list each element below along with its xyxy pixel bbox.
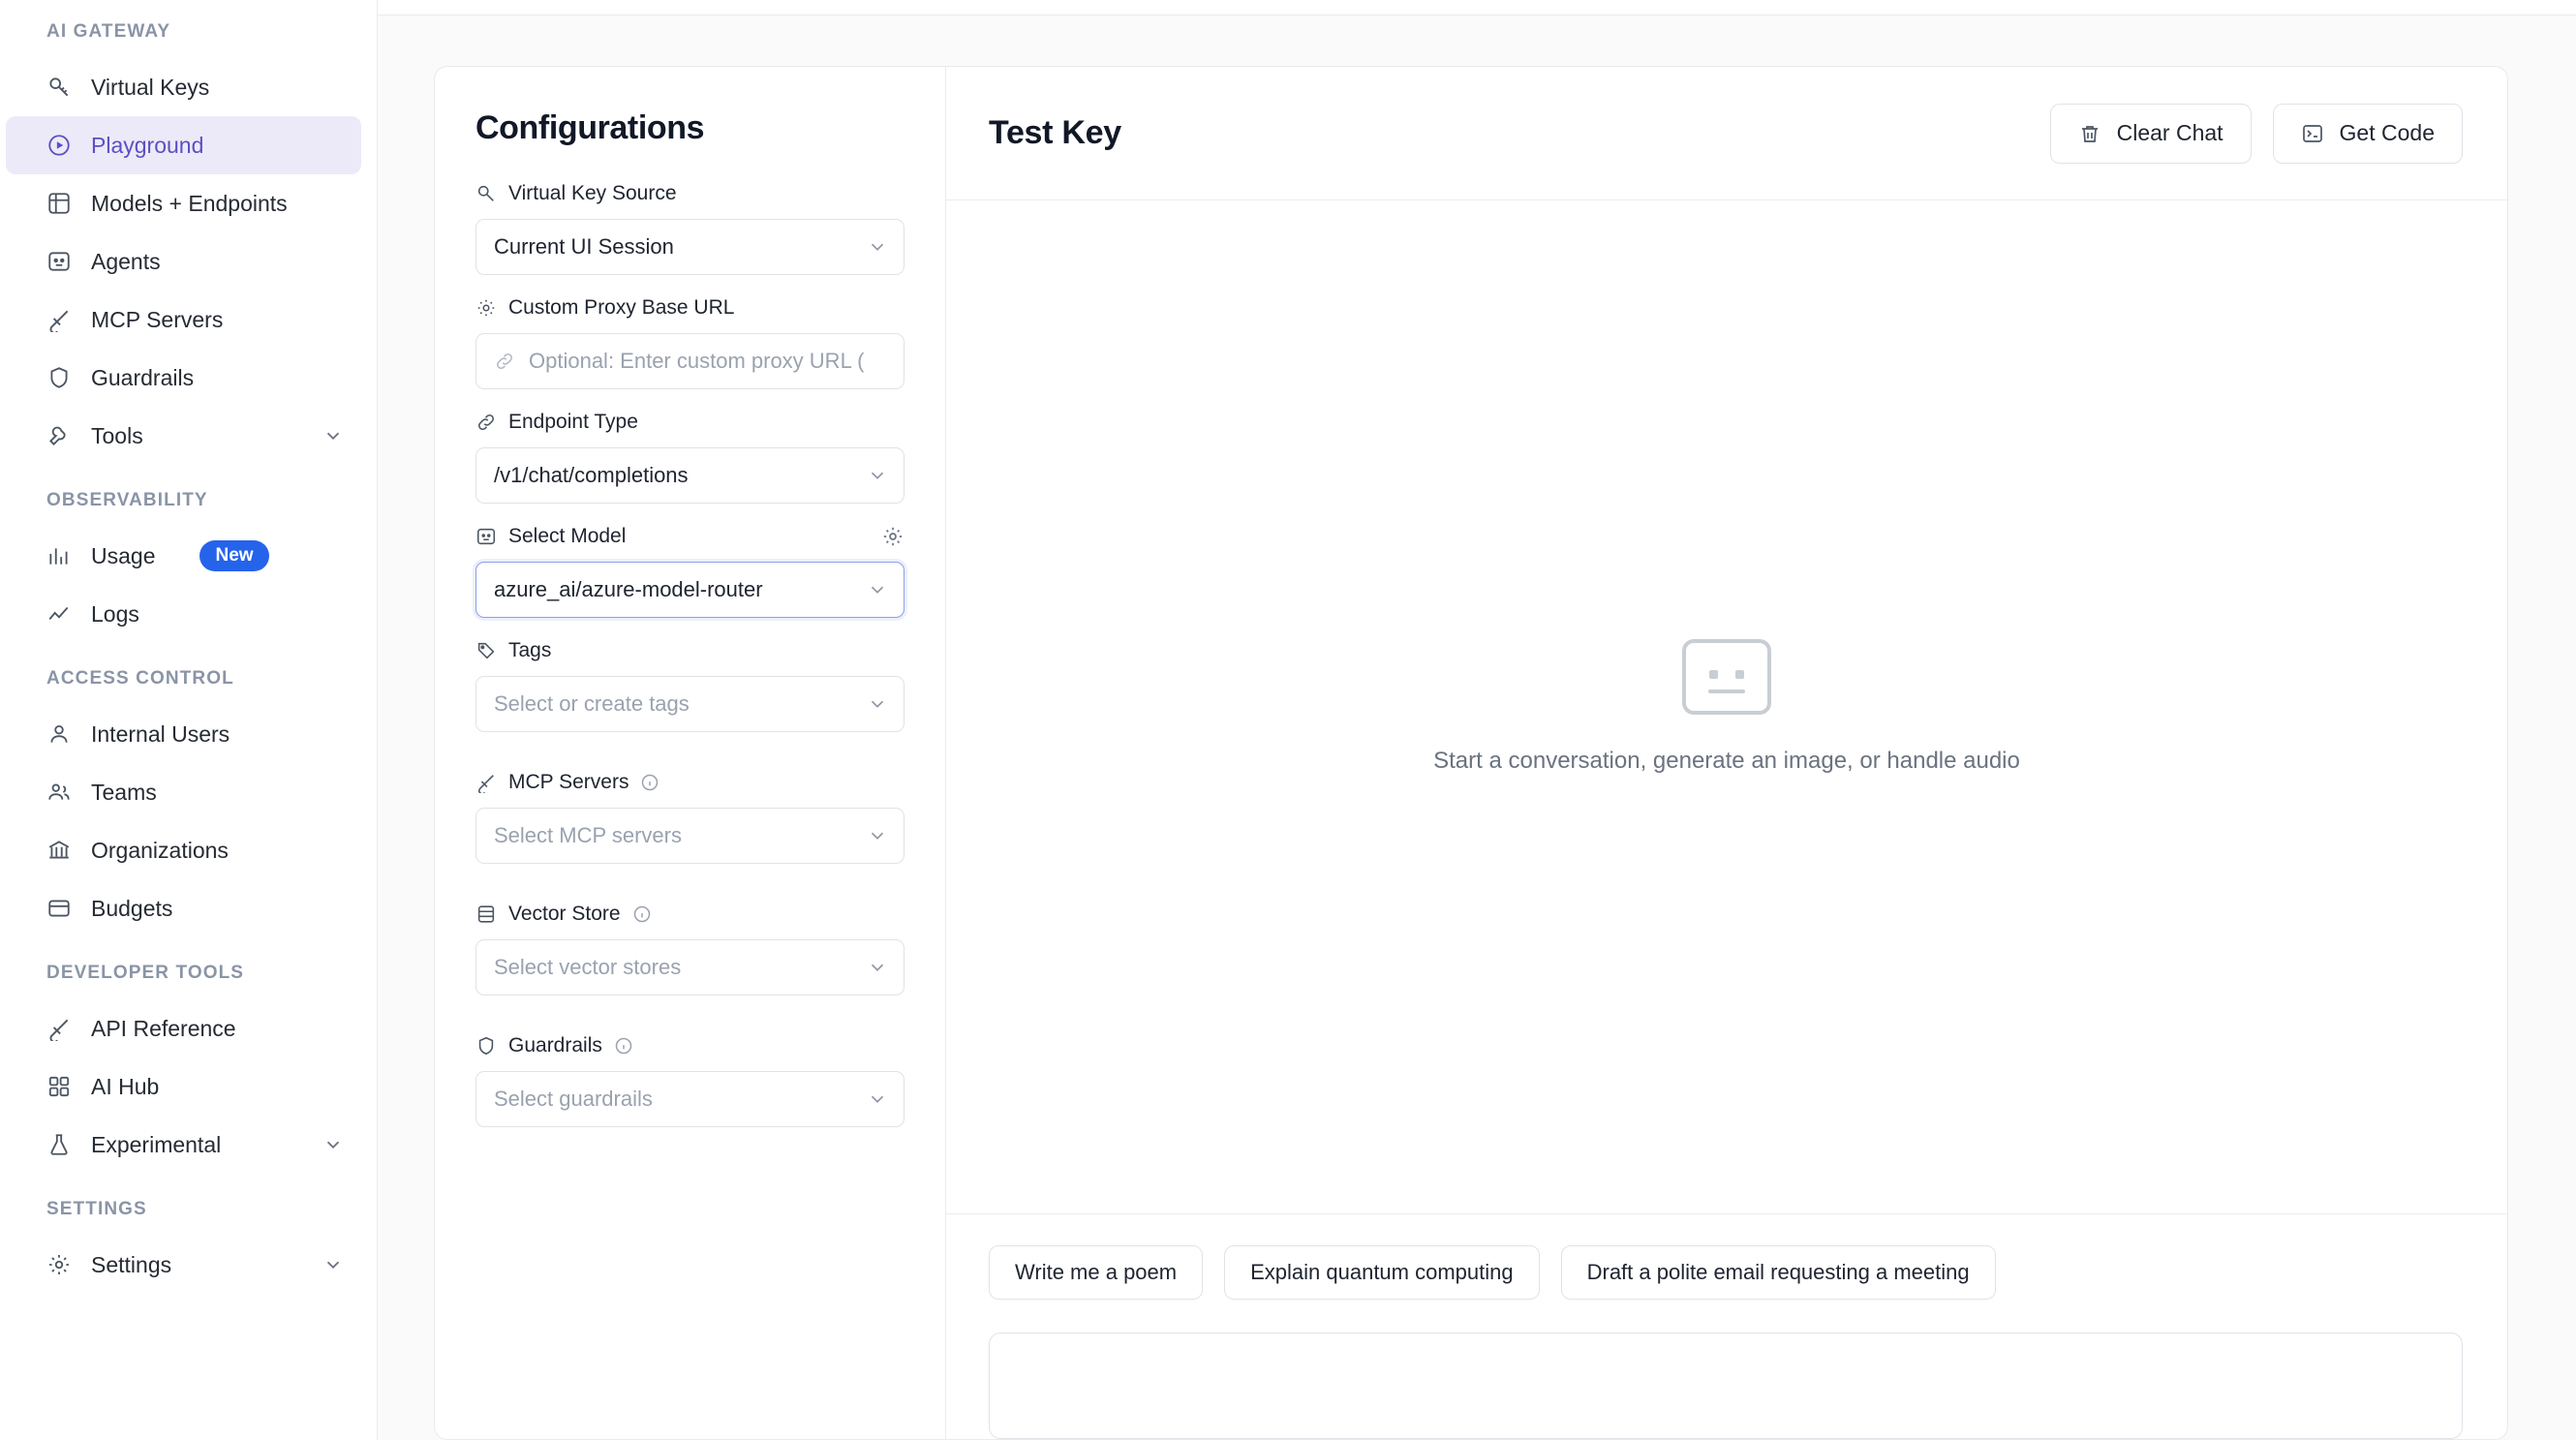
message-input[interactable] — [989, 1333, 2463, 1439]
sidebar-item-label: MCP Servers — [91, 306, 224, 332]
sidebar-item-settings[interactable] — [6, 1236, 361, 1294]
sidebar-item-label: Tools — [91, 422, 143, 448]
chat-header — [946, 67, 2507, 200]
suggestion-chip[interactable]: Write me a poem — [989, 1245, 1203, 1300]
sidebar-item-organizations[interactable] — [6, 821, 361, 879]
field-label-text: Endpoint Type — [508, 411, 638, 433]
clear-chat-button[interactable] — [2050, 104, 2252, 164]
trash-icon — [2078, 122, 2101, 145]
play-circle-icon — [46, 133, 72, 158]
gear-icon[interactable] — [881, 525, 905, 548]
field-label-text: Virtual Key Source — [508, 182, 677, 204]
field-label-text: Select Model — [508, 525, 627, 547]
sidebar-item-label: Virtual Keys — [91, 74, 210, 100]
sidebar — [0, 0, 378, 1440]
endpoint-type-select[interactable] — [475, 447, 905, 504]
field-label — [475, 771, 905, 794]
users-icon — [46, 780, 72, 805]
mcp-servers-select[interactable] — [475, 808, 905, 864]
get-code-button[interactable] — [2273, 104, 2463, 164]
field-mcp-servers — [475, 771, 905, 864]
selected-value: /v1/chat/completions — [494, 463, 689, 487]
sidebar-item-label: Guardrails — [91, 364, 195, 390]
field-label — [475, 296, 905, 320]
field-label-text: Tags — [508, 639, 552, 661]
key-icon — [475, 183, 497, 204]
sidebar-item-usage[interactable] — [6, 527, 361, 585]
database-icon — [475, 904, 497, 925]
sidebar-item-label: Organizations — [91, 837, 229, 863]
field-label — [475, 903, 905, 926]
field-guardrails — [475, 1034, 905, 1127]
sidebar-item-label: Playground — [91, 132, 204, 158]
gear-icon — [46, 1252, 72, 1277]
tag-icon — [475, 640, 497, 661]
sidebar-item-label: Settings — [91, 1251, 172, 1277]
field-label — [475, 182, 905, 205]
info-icon[interactable] — [614, 1036, 633, 1056]
content — [378, 15, 2576, 1440]
plug-icon — [475, 772, 497, 793]
page-title: Configurations — [475, 109, 705, 146]
spacer — [475, 1017, 905, 1034]
sidebar-item-label: Usage — [91, 542, 156, 568]
field-virtual-key-source — [475, 182, 905, 275]
info-icon[interactable] — [632, 904, 652, 924]
sidebar-item-virtual-keys[interactable] — [6, 58, 361, 116]
empty-state-text: Start a conversation, generate an image, or handle audio — [1433, 748, 2020, 774]
vector-store-select[interactable] — [475, 939, 905, 996]
sidebar-item-teams[interactable] — [6, 763, 361, 821]
user-icon — [46, 721, 72, 747]
spacer — [475, 885, 905, 903]
key-icon — [46, 75, 72, 100]
credit-card-icon — [46, 896, 72, 921]
selected-value: Current UI Session — [494, 234, 674, 259]
chat-panel — [945, 66, 2508, 1440]
suggestion-chip[interactable]: Draft a polite email requesting a meeting — [1561, 1245, 1996, 1300]
chevron-down-icon[interactable] — [322, 425, 344, 446]
sidebar-item-tools[interactable] — [6, 407, 361, 465]
chevron-down-icon[interactable] — [322, 1134, 344, 1155]
chevron-down-icon — [867, 465, 888, 486]
robot-eyes — [1709, 670, 1744, 679]
terminal-icon — [2301, 122, 2324, 145]
status-badge: New — [199, 540, 268, 571]
chat-empty-state — [946, 200, 2507, 1213]
spacer — [475, 753, 905, 771]
guardrails-select[interactable] — [475, 1071, 905, 1127]
chat-header-actions — [2050, 104, 2463, 164]
shield-icon — [475, 1035, 497, 1057]
shield-icon — [46, 365, 72, 390]
layers-icon — [46, 191, 72, 216]
chevron-down-icon — [867, 236, 888, 258]
selected-value: azure_ai/azure-model-router — [494, 577, 763, 601]
robot-mouth — [1708, 689, 1745, 693]
sidebar-section-label-observability: OBSERVABILITY — [46, 490, 208, 510]
link-icon — [475, 412, 497, 433]
model-icon — [475, 526, 497, 547]
chevron-down-icon — [867, 957, 888, 978]
sidebar-item-label: API Reference — [91, 1015, 236, 1041]
sidebar-item-api-reference[interactable] — [6, 999, 361, 1057]
info-icon[interactable] — [640, 773, 659, 792]
field-label — [475, 411, 905, 434]
line-chart-icon — [46, 601, 72, 627]
field-tags — [475, 639, 905, 732]
field-label-text: Custom Proxy Base URL — [508, 296, 735, 319]
sidebar-item-agents[interactable] — [6, 232, 361, 291]
sidebar-item-label: Agents — [91, 248, 161, 274]
plug-icon — [46, 307, 72, 332]
custom-proxy-base-url-input[interactable] — [475, 333, 905, 389]
sidebar-item-logs[interactable] — [6, 585, 361, 643]
flask-icon — [46, 1132, 72, 1157]
field-custom-proxy-base-url — [475, 296, 905, 389]
robot-eye-left — [1709, 670, 1718, 679]
sidebar-item-label: Experimental — [91, 1131, 222, 1157]
tool-icon — [46, 423, 72, 448]
placeholder-text: Select guardrails — [494, 1087, 653, 1111]
sidebar-item-guardrails[interactable] — [6, 349, 361, 407]
sidebar-item-experimental[interactable] — [6, 1116, 361, 1174]
sidebar-item-label: Internal Users — [91, 720, 230, 747]
chat-title: Test Key — [989, 114, 1121, 151]
sidebar-item-label: Logs — [91, 600, 139, 627]
sidebar-item-label: Budgets — [91, 895, 173, 921]
gear-icon — [475, 297, 497, 319]
chevron-down-icon — [867, 693, 888, 715]
get-code-label: Get Code — [2339, 120, 2435, 145]
sidebar-item-models-endpoints[interactable] — [6, 174, 361, 232]
sidebar-item-label: Teams — [91, 779, 157, 805]
plug-icon — [46, 1016, 72, 1041]
field-label-text: Vector Store — [508, 903, 621, 925]
link-icon — [494, 351, 515, 372]
robot-eye-right — [1735, 670, 1744, 679]
bank-icon — [46, 838, 72, 863]
sidebar-section-label-ai-gateway: AI GATEWAY — [46, 21, 171, 42]
chevron-down-icon[interactable] — [322, 1254, 344, 1275]
sidebar-item-ai-hub[interactable] — [6, 1057, 361, 1116]
field-select-model — [475, 525, 905, 618]
suggestion-chips — [989, 1245, 2463, 1300]
main-area — [378, 0, 2576, 1440]
sidebar-item-playground[interactable] — [6, 116, 361, 174]
sidebar-item-internal-users[interactable] — [6, 705, 361, 763]
chevron-down-icon — [867, 1088, 888, 1110]
placeholder-text: Select vector stores — [494, 955, 682, 979]
field-label — [475, 525, 905, 548]
chevron-down-icon — [867, 825, 888, 846]
sidebar-section-label-settings: SETTINGS — [46, 1199, 147, 1219]
placeholder-text: Optional: Enter custom proxy URL ( — [529, 349, 865, 373]
field-endpoint-type — [475, 411, 905, 504]
grid-icon — [46, 1074, 72, 1099]
field-label-text: MCP Servers — [508, 771, 629, 793]
field-vector-store — [475, 903, 905, 996]
tab-bar — [378, 0, 2576, 15]
virtual-key-source-select[interactable] — [475, 219, 905, 275]
sidebar-section-label-access-control: ACCESS CONTROL — [46, 668, 234, 689]
robot-face-icon — [1682, 639, 1771, 715]
tags-select[interactable] — [475, 676, 905, 732]
chat-footer — [946, 1213, 2507, 1439]
sidebar-item-label: Models + Endpoints — [91, 190, 288, 216]
placeholder-text: Select or create tags — [494, 691, 690, 716]
agent-icon — [46, 249, 72, 274]
field-label — [475, 1034, 905, 1057]
sidebar-item-budgets[interactable] — [6, 879, 361, 937]
field-label-text: Guardrails — [508, 1034, 602, 1057]
configurations-panel — [434, 66, 945, 1440]
sidebar-item-label: AI Hub — [91, 1073, 160, 1099]
suggestion-chip[interactable]: Explain quantum computing — [1224, 1245, 1540, 1300]
sidebar-section-label-developer-tools: DEVELOPER TOOLS — [46, 963, 245, 983]
field-label — [475, 639, 905, 662]
sidebar-item-mcp-servers[interactable] — [6, 291, 361, 349]
clear-chat-label: Clear Chat — [2116, 120, 2223, 145]
bar-chart-icon — [46, 543, 72, 568]
chevron-down-icon — [867, 579, 888, 600]
placeholder-text: Select MCP servers — [494, 823, 682, 847]
select-model-select[interactable] — [475, 562, 905, 618]
